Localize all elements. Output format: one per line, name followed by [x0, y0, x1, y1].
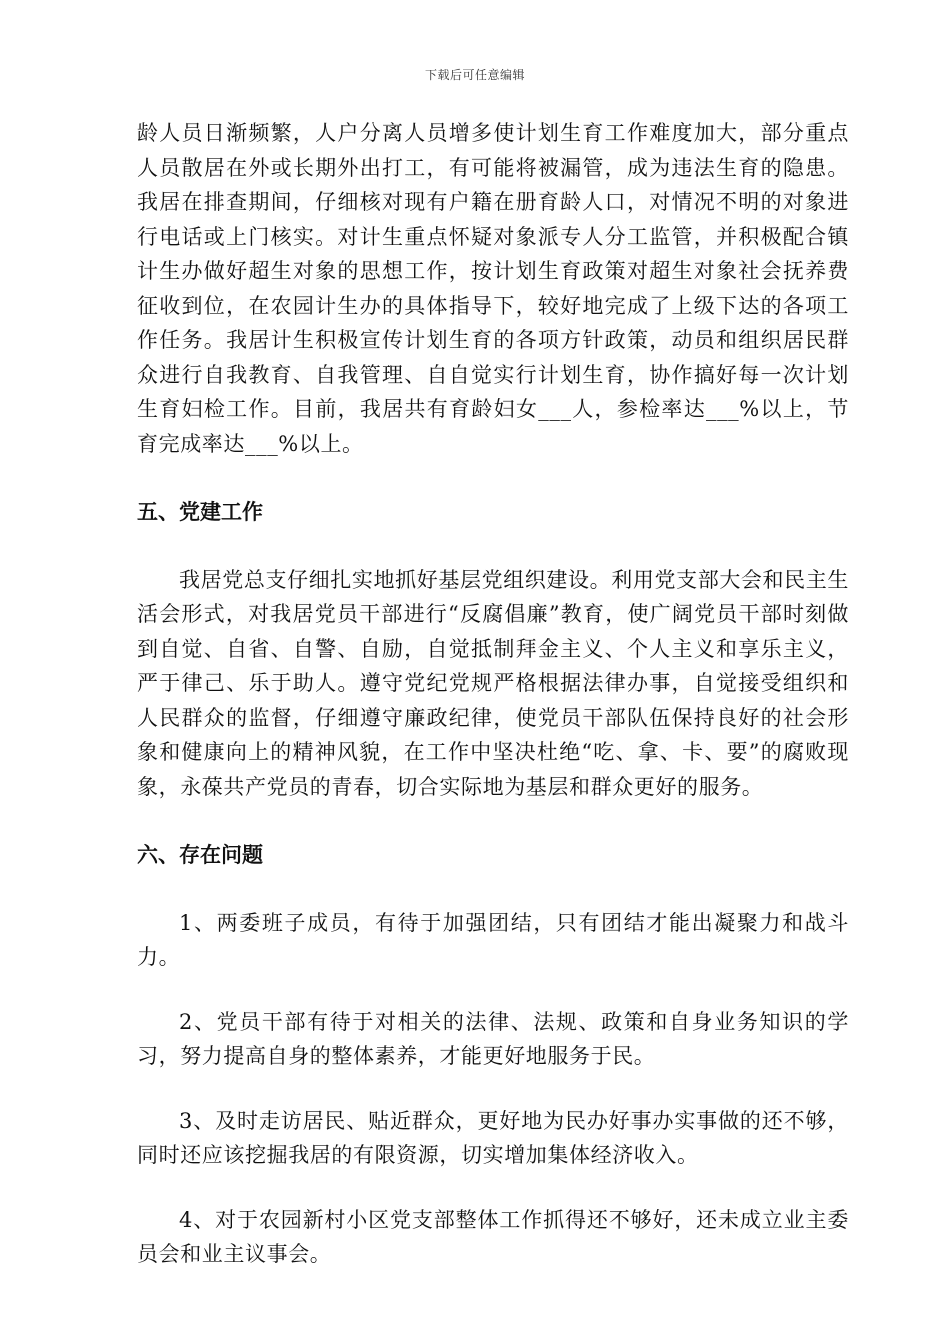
- section-heading-party-building: 五、党建工作: [137, 499, 263, 524]
- problem-item: 4、对于农园新村小区党支部整体工作抓得还不够好，还未成立业主委员会和业主议事会。: [137, 1207, 849, 1266]
- problem-item: 2、党员干部有待于对相关的法律、法规、政策和自身业务知识的学习，努力提高自身的整体素养，才能更好地服务于民。: [137, 1009, 849, 1068]
- section-heading-existing-problems: 六、存在问题: [137, 842, 263, 867]
- problem-item: 3、及时走访居民、贴近群众，更好地为民办好事办实事做的还不够，同时还应该挖掘我居的有限资源，切实增加集体经济收入。: [137, 1108, 849, 1167]
- document-body: [137, 116, 849, 1272]
- problem-item: 1、两委班子成员，有待于加强团结，只有团结才能出凝聚力和战斗力。: [137, 910, 849, 969]
- page-header-note: 下载后可任意编辑: [424, 68, 525, 82]
- continuation-paragraph: 龄人员日渐频繁，人户分离人员增多使计划生育工作难度加大，部分重点人员散居在外或长期外出打工，有可能将被漏管，成为违法生育的隐患。我居在排查期间，仔细核对现有户籍在册育龄人口，对情况不明的对象进行电话或上门核实。对计生重点怀疑对象派专人分工监管，并积极配合镇计生办做好超生对象的思想工作，按计划生育政策对超生对象社会抚养费征收到位，在农园计生办的具体指导下，较好地完成了上级下达的各项工作任务。我居计生积极宣传计划生育的各项方针政策，动员和组织居民群众进行自我教育、自我管理、自自觉实行计划生育，协作搞好每一次计划生育妇检工作。目前，我居共有育龄妇女___人，参检率达___%以上，节育完成率达___%以上。: [137, 121, 849, 456]
- party-building-paragraph: 我居党总支仔细扎实地抓好基层党组织建设。利用党支部大会和民主生活会形式，对我居党员干部进行“反腐倡廉”教育，使广阔党员干部时刻做到自觉、自省、自警、自励，自觉抵制拜金主义、个人主义和享乐主义，严于律己、乐于助人。遵守党纪党规严格根据法律办事，自觉接受组织和人民群众的监督，仔细遵守廉政纪律，使党员干部队伍保持良好的社会形象和健康向上的精神风貌，在工作中坚决杜绝“吃、拿、卡、要”的腐败现象，永葆共产党员的青春，切合实际地为基层和群众更好的服务。: [137, 567, 849, 799]
